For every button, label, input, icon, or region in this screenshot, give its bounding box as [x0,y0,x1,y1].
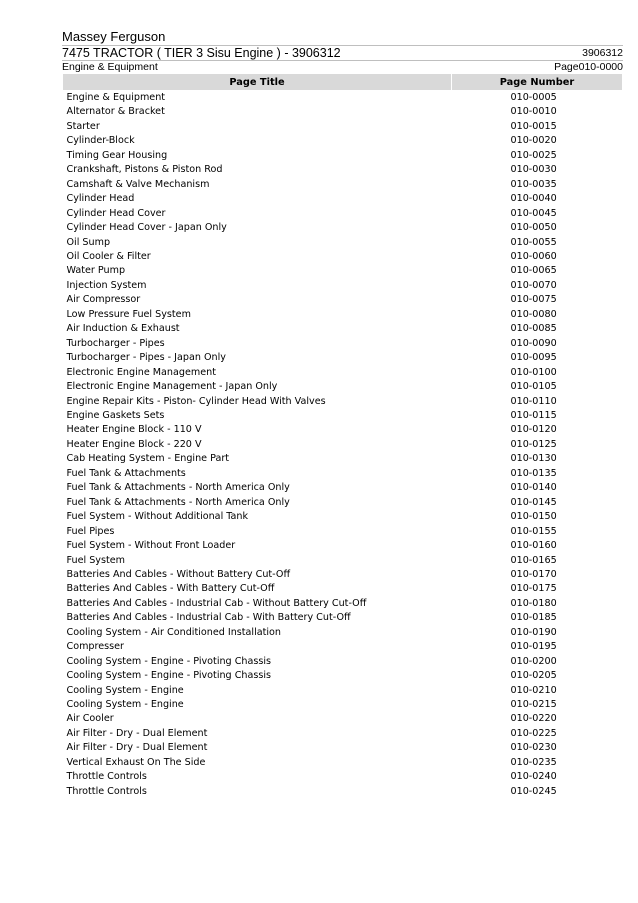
row-page-number: 010-0200 [510,655,557,667]
row-page-number: 010-0210 [510,684,557,696]
table-row [63,409,623,423]
model-row [62,45,623,60]
row-page-title: Compresser [66,641,124,653]
table-row [63,712,623,726]
row-page-title: Electronic Engine Management - Japan Only [66,381,278,393]
table-row [63,640,623,654]
table-row [63,293,623,307]
row-page-number: 010-0060 [510,250,557,262]
table-row [63,207,623,221]
column-header-page-number: Page Number [452,74,623,91]
row-page-title: Throttle Controls [66,785,147,797]
row-page-number: 010-0105 [510,381,557,393]
row-page-number: 010-0240 [510,771,557,783]
row-page-number: 010-0145 [510,496,557,508]
table-row [63,264,623,278]
table-row [63,698,623,712]
table-row [63,611,623,625]
row-page-title: Fuel System [66,554,125,566]
table-row [63,770,623,784]
row-page-number: 010-0065 [510,265,557,277]
row-page-number: 010-0110 [510,395,557,407]
table-row [63,582,623,596]
model-code: 3906312 [582,47,623,59]
section-title: Engine & Equipment [62,61,158,73]
row-page-number: 010-0175 [510,583,557,595]
table-row [63,655,623,669]
table-row [63,727,623,741]
row-page-number: 010-0005 [510,92,557,103]
table-row [63,91,623,106]
row-page-number: 010-0220 [510,713,557,725]
row-page-title: Batteries And Cables - Industrial Cab - With Battery Cut-Off [66,612,351,624]
table-row [63,149,623,163]
row-page-number: 010-0215 [510,699,557,711]
table-row [63,785,623,799]
row-page-title: Cylinder Head Cover [66,207,166,219]
row-page-title: Cooling System - Engine [66,684,184,696]
table-row [63,756,623,770]
row-page-number: 010-0230 [510,742,557,754]
table-header-row [63,74,623,91]
model-title: 7475 TRACTOR ( TIER 3 Sisu Engine ) - 3906312 [62,46,341,60]
table-row [63,741,623,755]
table-row [63,250,623,264]
row-page-number: 010-0165 [510,554,557,566]
table-row [63,669,623,683]
row-page-number: 010-0170 [510,568,557,580]
table-row [63,178,623,192]
row-page-number: 010-0185 [510,612,557,624]
row-page-title: Water Pump [66,265,126,277]
row-page-number: 010-0245 [510,785,557,797]
row-page-number: 010-0160 [510,540,557,552]
row-page-title: Fuel Tank & Attachments [66,467,186,479]
row-page-number: 010-0080 [510,308,557,320]
row-page-title: Camshaft & Valve Mechanism [66,178,210,190]
row-page-number: 010-0140 [510,482,557,494]
row-page-title: Fuel System - Without Additional Tank [66,511,249,523]
row-page-title: Batteries And Cables - Without Battery Cut-Off [66,568,291,580]
table-row [63,496,623,510]
row-page-number: 010-0090 [510,337,557,349]
row-page-title: Heater Engine Block - 110 V [66,424,202,436]
row-page-title: Turbocharger - Pipes [66,337,165,349]
table-row [63,134,623,148]
row-page-number: 010-0050 [510,222,557,234]
table-row [63,221,623,235]
table-row [63,568,623,582]
row-page-number: 010-0235 [510,756,557,768]
row-page-title: Engine Repair Kits - Piston- Cylinder Head With Valves [66,395,326,407]
table-row [63,684,623,698]
row-page-number: 010-0010 [510,106,557,118]
row-page-title: Air Induction & Exhaust [66,323,180,335]
row-page-number: 010-0040 [510,193,557,205]
table-row [63,554,623,568]
row-page-title: Cylinder Head [66,193,135,205]
row-page-number: 010-0205 [510,670,557,682]
row-page-title: Engine & Equipment [66,92,166,103]
table-row [63,481,623,495]
table-row [63,626,623,640]
table-row [63,236,623,250]
row-page-number: 010-0055 [510,236,557,248]
row-page-title: Batteries And Cables - Industrial Cab - Without Battery Cut-Off [66,597,367,609]
row-page-title: Cylinder-Block [66,135,135,147]
table-row [63,337,623,351]
row-page-number: 010-0020 [510,135,557,147]
row-page-title: Starter [66,120,100,132]
row-page-number: 010-0125 [510,438,557,450]
row-page-number: 010-0100 [510,366,557,378]
row-page-number: 010-0085 [510,323,557,335]
row-page-title: Air Filter - Dry - Dual Element [66,742,208,754]
table-row [63,351,623,365]
row-page-title: Throttle Controls [66,771,147,783]
row-page-number: 010-0120 [510,424,557,436]
row-page-title: Crankshaft, Pistons & Piston Rod [66,164,223,176]
table-row [63,510,623,524]
table-row [63,308,623,322]
row-page-title: Fuel Tank & Attachments - North America Only [66,482,290,494]
row-page-number: 010-0025 [510,149,557,161]
row-page-title: Air Cooler [66,713,114,725]
row-page-number: 010-0195 [510,641,557,653]
section-row [62,60,623,74]
row-page-title: Air Compressor [66,294,141,306]
row-page-title: Oil Sump [66,236,111,248]
row-page-number: 010-0115 [510,409,557,421]
row-page-number: 010-0190 [510,626,557,638]
row-page-number: 010-0035 [510,178,557,190]
brand-name: Massey Ferguson [62,29,166,44]
table-body [63,91,623,800]
row-page-number: 010-0015 [510,120,557,132]
row-page-title: Alternator & Bracket [66,106,165,118]
document-header [62,29,623,74]
row-page-number: 010-0095 [510,352,557,364]
column-header-page-title: Page Title [63,74,452,91]
row-page-title: Heater Engine Block - 220 V [66,438,202,450]
table-row [63,192,623,206]
table-row [63,539,623,553]
row-page-number: 010-0130 [510,453,557,465]
table-row [63,105,623,119]
row-page-number: 010-0180 [510,597,557,609]
row-page-title: Oil Cooler & Filter [66,250,151,262]
table-row [63,395,623,409]
row-page-title: Engine Gaskets Sets [66,409,165,421]
row-page-number: 010-0225 [510,727,557,739]
page-reference: Page010-0000 [554,61,623,73]
table-row [63,380,623,394]
table-row [63,322,623,336]
row-page-title: Cooling System - Engine [66,699,184,711]
row-page-title: Fuel System - Without Front Loader [66,540,236,552]
table-row [63,423,623,437]
row-page-title: Vertical Exhaust On The Side [66,756,206,768]
table-row [63,163,623,177]
row-page-number: 010-0030 [510,164,557,176]
table-row [63,525,623,539]
row-page-title: Electronic Engine Management [66,366,216,378]
row-page-title: Cab Heating System - Engine Part [66,453,230,465]
row-page-title: Low Pressure Fuel System [66,308,191,320]
row-page-number: 010-0155 [510,525,557,537]
row-page-number: 010-0075 [510,294,557,306]
table-row [63,467,623,481]
row-page-title: Fuel Pipes [66,525,115,537]
table-row [63,452,623,466]
row-page-number: 010-0135 [510,467,557,479]
table-row [63,279,623,293]
row-page-title: Cooling System - Engine - Pivoting Chassis [66,655,272,667]
row-page-title: Fuel Tank & Attachments - North America Only [66,496,290,508]
row-page-number: 010-0045 [510,207,557,219]
row-page-title: Air Filter - Dry - Dual Element [66,727,208,739]
table-row [63,438,623,452]
row-page-title: Cylinder Head Cover - Japan Only [66,222,227,234]
page-index-table [62,73,623,799]
row-page-title: Cooling System - Air Conditioned Installation [66,626,282,638]
row-page-title: Turbocharger - Pipes - Japan Only [66,352,226,364]
row-page-title: Timing Gear Housing [66,149,168,161]
table-row [63,597,623,611]
row-page-number: 010-0150 [510,511,557,523]
row-page-title: Cooling System - Engine - Pivoting Chassis [66,670,272,682]
row-page-title: Injection System [66,279,147,291]
row-page-title: Batteries And Cables - With Battery Cut-Off [66,583,275,595]
table-row [63,120,623,134]
row-page-number: 010-0070 [510,279,557,291]
table-row [63,366,623,380]
